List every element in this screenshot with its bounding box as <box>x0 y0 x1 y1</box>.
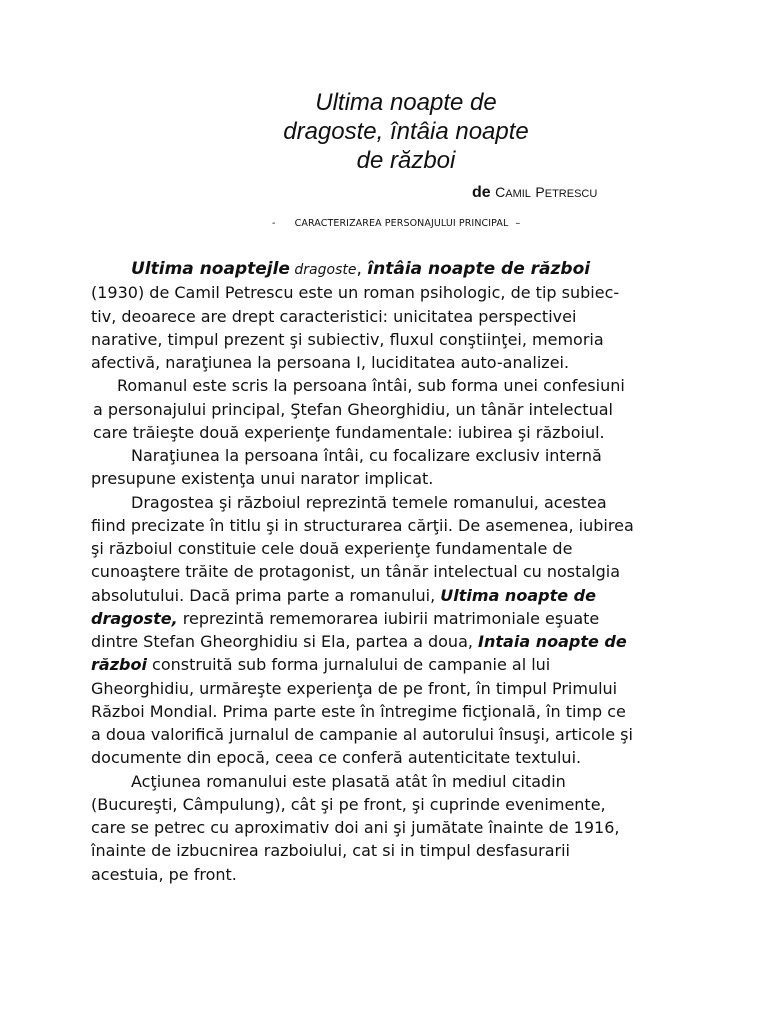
author-prefix: de <box>472 184 491 201</box>
novel-title-part-a: Ultima noaptejle <box>131 259 290 279</box>
paragraph-4-line-5-text: absolutului. Dacă prima parte a romanului, <box>91 585 441 605</box>
paragraph-4-line-5 <box>91 584 691 607</box>
paragraph-3-line-2: presupune existenţa unui narator implicat. <box>91 469 434 489</box>
paragraph-4-line-6 <box>91 607 691 630</box>
paragraph-2-line-3: care trăieşte două experienţe fundamentale: iubirea şi războiul. <box>93 422 605 442</box>
part-two-title-a: Intaia noapte de <box>478 632 627 651</box>
paragraph-1-line-2: (1930) de Camil Petrescu este un roman psihologic, de tip subiec- <box>91 283 620 303</box>
title-line-1: Ultima noapte de <box>315 89 497 116</box>
paragraph-5-line-3: care se petrec cu aproximativ doi ani şi jumătate înainte de 1916, <box>91 818 620 837</box>
document-body <box>91 258 691 886</box>
paragraph-4-line-8 <box>91 653 691 676</box>
document-title <box>0 88 768 175</box>
paragraph-3-line-1: Naraţiunea la persoana întâi, cu focalizare exclusiv internă <box>131 446 602 465</box>
novel-title-part-c: întâia noapte de război <box>367 259 591 279</box>
paragraph-4-line-7-text: dintre Stefan Gheorghidiu si Ela, partea a doua, <box>91 632 479 651</box>
author-last-initial: P <box>535 184 545 200</box>
paragraph-1-line-1 <box>91 258 691 281</box>
document-subtitle <box>272 218 520 229</box>
subtitle-text: CARACTERIZAREA PERSONAJULUI PRINCIPAL <box>294 218 509 229</box>
paragraph-4-line-10: Război Mondial. Prima parte este în întregime ficţională, în timp ce <box>91 701 626 721</box>
paragraph-4-line-12: documente din epocă, ceea ce conferă autenticitate textului. <box>91 748 582 768</box>
author-first-initial: C <box>495 184 506 200</box>
paragraph-4-line-4: cunoaştere trăite de protagonist, un tânăr intelectual cu nostalgia <box>91 562 621 582</box>
subtitle-dash-right: – <box>515 218 521 229</box>
subtitle-dash-left: - <box>272 218 276 229</box>
paragraph-5-line-4: înainte de izbucnirea razboiului, cat si in timpul desfasurarii <box>91 841 570 861</box>
title-line-3: de război <box>356 147 456 174</box>
paragraph-4-line-2: fiind precizate în titlu şi in structurarea cărţii. De asemenea, iubirea <box>91 515 634 535</box>
paragraph-1-line-5: afectivă, naraţiunea la persoana I, luciditatea auto-analizei. <box>91 353 570 372</box>
part-two-title-b: război <box>91 655 147 675</box>
paragraph-4-line-1: Dragostea şi războiul reprezintă temele romanului, acestea <box>131 492 607 512</box>
title-line-2: dragoste, întâia noapte <box>283 118 529 145</box>
author-first-rest: AMIL <box>505 188 531 200</box>
paragraph-4-line-9: Gheorghidiu, urmăreşte experienţa de pe front, în timpul Primului <box>91 678 618 698</box>
novel-title-part-b: dragoste <box>289 262 357 278</box>
paragraph-5-line-2: (Bucureşti, Câmpulung), cât şi pe front, şi cuprinde evenimente, <box>91 794 606 814</box>
paragraph-2-line-1: Romanul este scris la persoana întâi, sub forma unei confesiuni <box>117 376 625 396</box>
part-one-title-b: dragoste, <box>91 608 178 628</box>
paragraph-4-line-6-text: reprezintă rememorarea iubirii matrimoniale eşuate <box>177 608 600 628</box>
author-line <box>472 184 597 202</box>
paragraph-1-line-3: tiv, deoarece are drept caracteristici: unicitatea perspectivei <box>91 306 577 326</box>
paragraph-4-line-3: şi războiul constituie cele două experienţe fundamentale de <box>91 539 573 558</box>
part-one-title-a: Ultima noapte de <box>440 585 596 605</box>
paragraph-4-line-8-text: construită sub forma jurnalului de campanie al lui <box>146 655 551 675</box>
paragraph-5-line-1: Acţiunea romanului este plasată atât în mediul citadin <box>131 771 566 791</box>
novel-title-comma: , <box>356 259 368 279</box>
author-last-rest: ETRESCU <box>544 188 598 200</box>
paragraph-2-line-2: a personajului principal, Ştefan Gheorghidiu, un tânăr intelectual <box>93 399 613 419</box>
paragraph-4-line-11: a doua valorifică jurnalul de campanie al autorului însuşi, articole şi <box>91 725 633 744</box>
paragraph-5-line-5: acestuia, pe front. <box>91 864 237 884</box>
paragraph-4-line-7 <box>91 630 691 653</box>
paragraph-1-line-4: narative, timpul prezent şi subiectiv, fluxul conştiinţei, memoria <box>91 329 604 349</box>
